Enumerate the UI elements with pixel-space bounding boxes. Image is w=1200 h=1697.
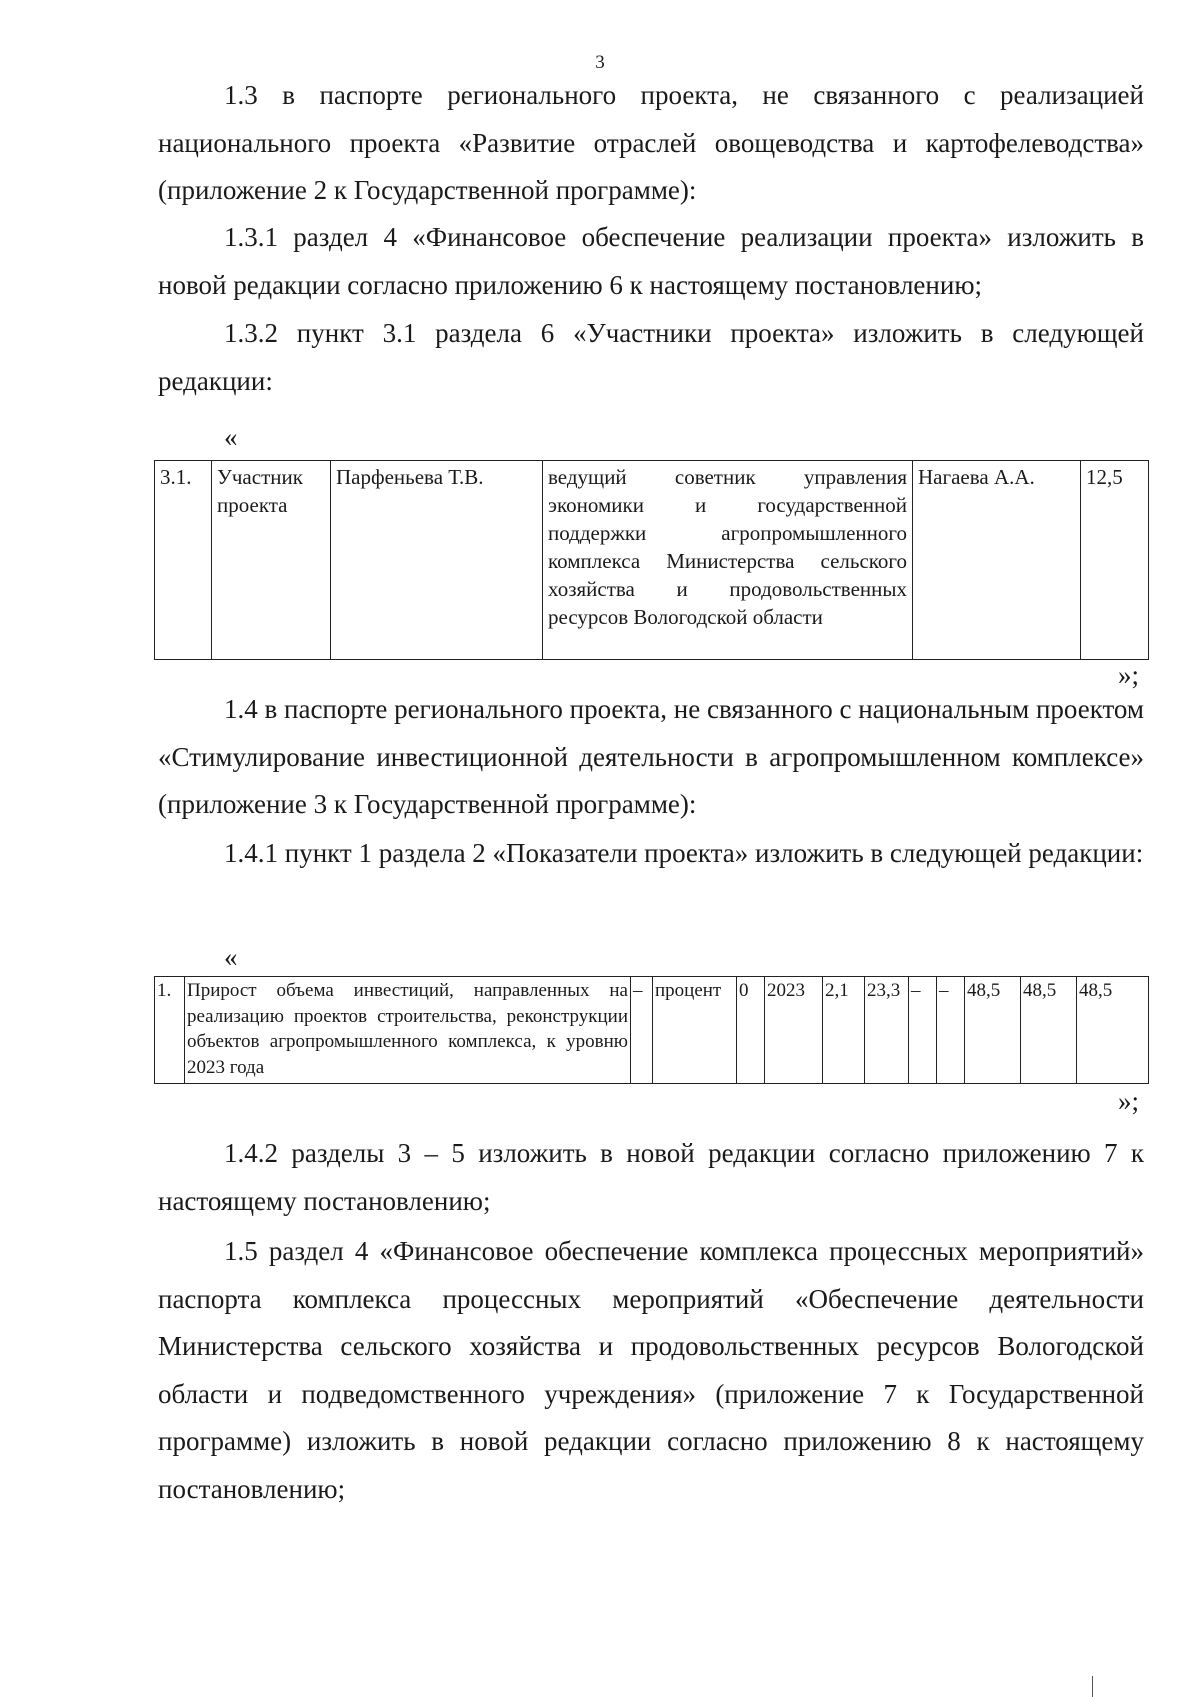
- opening-quote: «: [224, 422, 238, 452]
- table-row: [155, 461, 1149, 660]
- value-cell: 48,5: [965, 977, 1021, 1084]
- unit-cell: процент: [653, 977, 737, 1084]
- paragraph-1-5: 1.5 раздел 4 «Финансовое обеспечение комплекса процессных мероприятий» паспорта комплекса процессных мероприятий «Обеспечение деятельности Министерства сельского хозяйства и продовольственных ресурсов Вологодской области и подведомственного учреждения» (приложение 7 к Государственной программе) изложить в новой редакции согласно приложению 8 к настоящему постановлению;: [158, 1236, 1144, 1504]
- closing-quote: »;: [1118, 1086, 1140, 1116]
- page-edge-mark: [1092, 1676, 1093, 1697]
- value-cell: 48,5: [1021, 977, 1077, 1084]
- table-row: [155, 977, 1149, 1084]
- page-number: 3: [595, 52, 605, 73]
- opening-quote: «: [224, 942, 238, 972]
- row-number-cell: 3.1.: [155, 461, 212, 660]
- value-cell: 48,5: [1077, 977, 1149, 1084]
- paragraph-1-3-2: 1.3.2 пункт 3.1 раздела 6 «Участники проекта» изложить в следующей редакции:: [158, 318, 1144, 396]
- value-cell: –: [937, 977, 965, 1084]
- paragraph-1-4-1: 1.4.1 пункт 1 раздела 2 «Показатели проекта» изложить в следующей редакции:: [224, 838, 1144, 868]
- indicator-name-cell: Прирост объема инвестиций, направленных на реализацию проектов строительства, реконструкции объектов агропромышленного комплекса, к уровню 2023 года: [185, 977, 631, 1084]
- closing-quote: »;: [1118, 660, 1140, 690]
- base-value-cell: 0: [737, 977, 765, 1084]
- paragraph-1-4: 1.4 в паспорте регионального проекта, не связанного с национальным проектом «Стимулирование инвестиционной деятельности в агропромышленном комплексе» (приложение 3 к Государственной программе):: [158, 694, 1144, 819]
- supervisor-cell: Нагаева А.А.: [913, 461, 1081, 660]
- row-number-cell: 1.: [155, 977, 185, 1084]
- person-cell: Парфеньева Т.В.: [331, 461, 543, 660]
- participants-table: [154, 460, 1149, 660]
- value-cell: –: [909, 977, 937, 1084]
- paragraph-1-3-1: 1.3.1 раздел 4 «Финансовое обеспечение реализации проекта» изложить в новой редакции согласно приложению 6 к настоящему постановлению;: [158, 222, 1144, 300]
- value-cell: –: [631, 977, 653, 1084]
- position-cell: ведущий советник управления экономики и государственной поддержки агропромышленного комплекса Министерства сельского хозяйства и продовольственных ресурсов Вологодской области: [543, 461, 913, 660]
- value-cell: 12,5: [1081, 461, 1149, 660]
- value-cell: 23,3: [865, 977, 909, 1084]
- value-cell: 2,1: [823, 977, 865, 1084]
- paragraph-1-3: 1.3 в паспорте регионального проекта, не связанного с реализацией национального проекта «Развитие отраслей овощеводства и картофелеводства» (приложение 2 к Государственной программе):: [158, 80, 1144, 205]
- role-cell: Участник проекта: [212, 461, 331, 660]
- base-year-cell: 2023: [765, 977, 823, 1084]
- paragraph-1-4-2: 1.4.2 разделы 3 – 5 изложить в новой редакции согласно приложению 7 к настоящему постановлению;: [158, 1138, 1144, 1216]
- indicators-table: [154, 976, 1149, 1084]
